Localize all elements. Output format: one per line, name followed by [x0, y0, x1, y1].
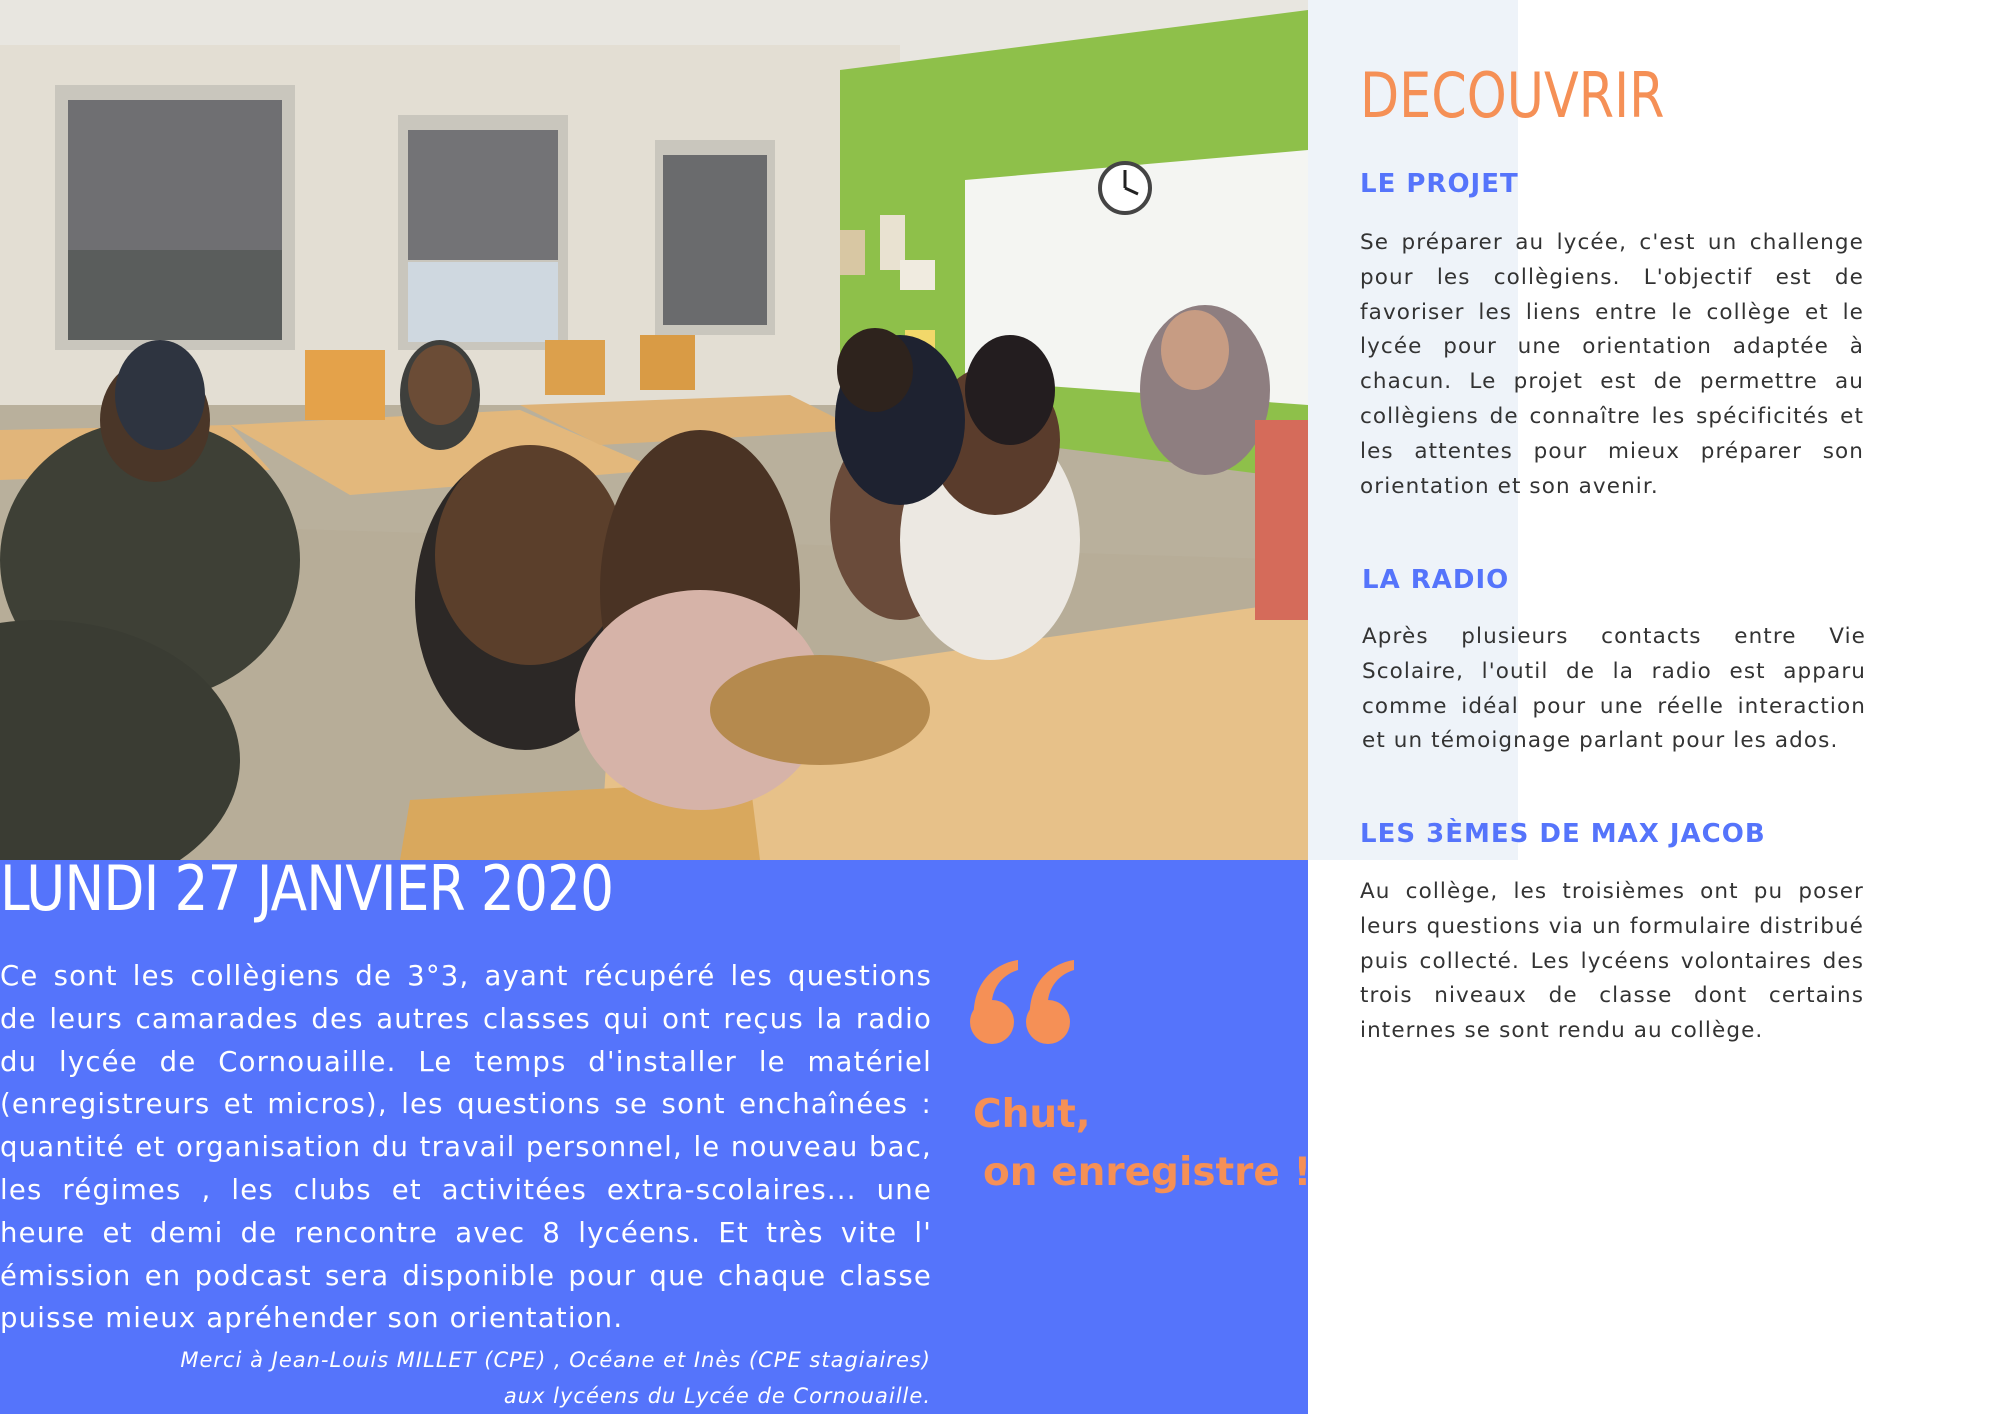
event-date-title: LUNDI 27 JANVIER 2020 [0, 852, 614, 925]
section-heading-radio: LA RADIO [1362, 565, 1510, 595]
thanks-line-2: aux lycéens du Lycée de Cornouaille. [503, 1384, 931, 1408]
quote-line-1: Chut, [973, 1092, 1091, 1137]
event-story-text: Ce sont les collègiens de 3°3, ayant récupéré les questions de leurs camarades des autres classes qui ont reçus la radio du lycée de Cornouaille. Le temps d'installer le matériel (enregistreurs et micros), les questions se sont enchaînées : quantité et organisation du travail personnel, le nouveau bac, les régimes , les clubs et activitées extra-scolaires... une heure et demi de rencontre avec 8 lycéens. Et très vite l' émission en podcast sera disponible pour que chaque classe puisse mieux apréhender son orientation. [0, 960, 932, 1335]
section-heading-max-jacob: LES 3ÈMES DE MAX JACOB [1360, 819, 1766, 849]
section-text-radio: Après plusieurs contacts entre Vie Scolaire, l'outil de la radio est apparu comme idéal pour une réelle interaction et un témoignage parlant pour les ados. [1362, 624, 1866, 754]
quote-text [973, 1086, 1311, 1202]
section-text-max-jacob: Au collège, les troisièmes ont pu poser leurs questions via un formulaire distribué puis collecté. Les lycéens volontaires des trois niveaux de classe dont certains internes se sont rendu au collège. [1360, 879, 1864, 1044]
classroom-photo [0, 0, 1308, 860]
event-thanks [0, 1342, 931, 1414]
quote-line-2: on enregistre ! [983, 1150, 1312, 1195]
section-heading-projet: LE PROJET [1360, 169, 1519, 199]
thanks-line-1: Merci à Jean-Louis MILLET (CPE) , Océane et Inès (CPE stagiaires) [180, 1348, 931, 1372]
section-text-projet: Se préparer au lycée, c'est un challenge pour les collègiens. L'objectif est de favoriser les liens entre le collège et le lycée pour une orientation adaptée à chacun. Le projet est de permettre au collègiens de connaître les spécificités et les attentes pour mieux préparer son orientation et son avenir. [1360, 230, 1864, 499]
discover-title: DECOUVRIR [1360, 59, 1665, 132]
quote-mark-icon [968, 958, 1076, 1048]
